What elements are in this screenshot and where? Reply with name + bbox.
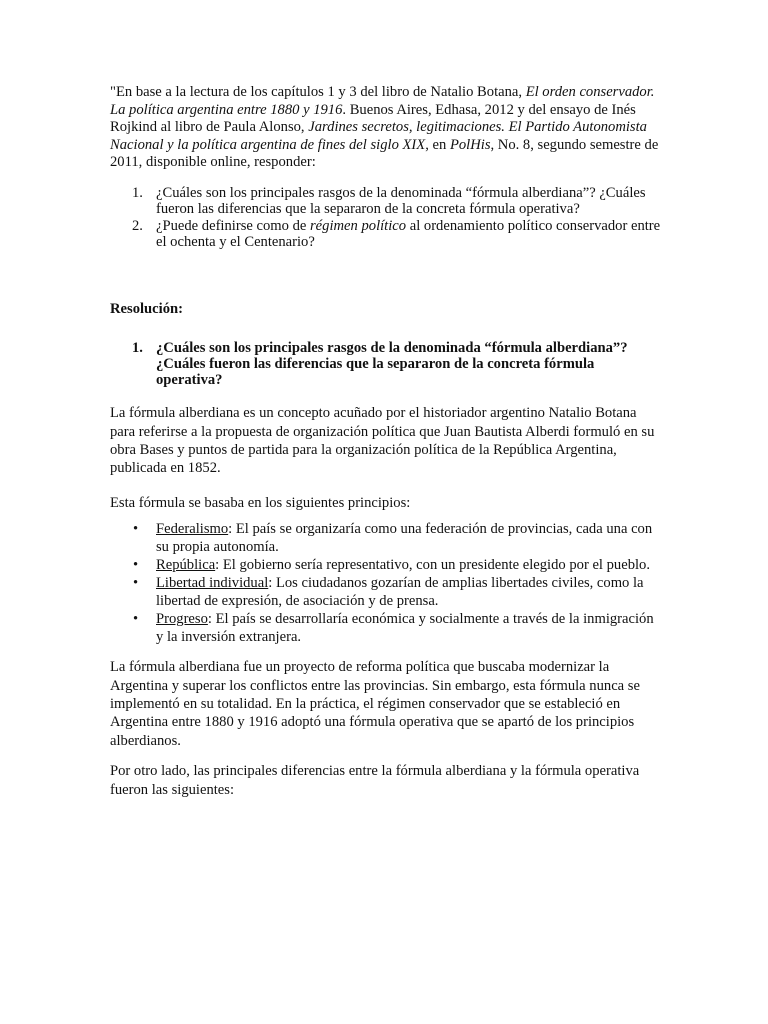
paragraph-differences-intro: Por otro lado, las principales diferencias entre la fórmula alberdiana y la fórmula operativa fueron las siguientes:: [110, 763, 640, 798]
book-title: El orden conservador. La política argentina entre 1880 y 1916: [110, 84, 655, 118]
principle-description: : El gobierno sería representativo, con un presidente elegido por el pueblo.: [215, 557, 651, 574]
question-emphasis: régimen político: [310, 217, 407, 234]
question-text: ¿Cuáles son los principales rasgos de la denominada “fórmula alberdiana”? ¿Cuáles fueron las diferencias que la separaron de la concreta fórmula operativa?: [156, 184, 646, 218]
principle-item: [110, 556, 662, 574]
document-page: [110, 84, 662, 799]
essay-title: Jardines secretos, legitimaciones. El Partido Autonomista Nacional y la política argentina de fines del siglo XIX: [110, 119, 647, 153]
principle-description: : El país se organizaría como una federación de provincias, cada una con su propia autonomía.: [156, 521, 653, 556]
question-item: [110, 185, 662, 218]
principle-item: [110, 520, 662, 556]
principle-term: Libertad individual: [156, 575, 269, 592]
principle-description: : Los ciudadanos gozarían de amplias libertades civiles, como la libertad de expresión, de asociación y de prensa.: [156, 575, 644, 610]
resolution-question-list: [110, 340, 662, 389]
principle-term: República: [156, 557, 216, 574]
resolution-heading: Resolución:: [110, 300, 183, 317]
paragraph-definition: La fórmula alberdiana es un concepto acuñado por el historiador argentino Natalio Botana para referirse a la propuesta de organización política que Juan Bautista Alberdi formuló en su obra Bases y puntos de partida para la organización política de la República Argentina, publicada en 1852.: [110, 405, 655, 477]
prompt-text-4: , No. 8, segundo semestre de 2011, disponible online, responder:: [110, 136, 659, 171]
bullet-icon: •: [133, 575, 139, 592]
principle-term: Federalismo: [156, 521, 229, 538]
resolution-question-text: ¿Cuáles son los principales rasgos de la denominada “fórmula alberdiana”? ¿Cuáles fueron las diferencias que la separaron de la concreta fórmula operativa?: [156, 339, 628, 388]
principles-list: [110, 520, 662, 646]
resolution-question-number: 1.: [132, 339, 143, 356]
question-text-post: al ordenamiento político conservador entre el ochenta y el Centenario?: [156, 217, 661, 251]
bullet-icon: •: [133, 521, 139, 538]
journal-name: PolHis: [449, 136, 491, 153]
prompt-text-2: . Buenos Aires, Edhasa, 2012 y del ensayo de Inés Rojkind al libro de Paula Alonso,: [110, 101, 636, 136]
prompt-text-3: , en: [425, 136, 450, 153]
bullet-icon: •: [133, 611, 139, 628]
question-number: 2.: [132, 217, 143, 234]
assignment-prompt: [110, 84, 662, 172]
question-text-pre: ¿Puede definirse como de: [156, 217, 310, 234]
resolution-question-item: [110, 340, 662, 389]
principle-term: Progreso: [156, 611, 208, 628]
question-list: [110, 185, 662, 251]
question-item: [110, 218, 662, 251]
principle-description: : El país se desarrollaría económica y socialmente a través de la inmigración y la inversión extranjera.: [156, 611, 654, 646]
paragraph-reform: La fórmula alberdiana fue un proyecto de reforma política que buscaba modernizar la Argentina y superar los conflictos entre las provincias. Sin embargo, esta fórmula nunca se implementó en su totalidad. En la práctica, el régimen conservador que se estableció en Argentina entre 1880 y 1916 adoptó una fórmula operativa que se apartó de los principios alberdianos.: [110, 659, 640, 749]
paragraph-principles-intro: Esta fórmula se basaba en los siguientes principios:: [110, 494, 411, 511]
principle-item: [110, 610, 662, 646]
bullet-icon: •: [133, 557, 139, 574]
prompt-text-1: "En base a la lectura de los capítulos 1 y 3 del libro de Natalio Botana,: [110, 84, 526, 100]
principle-item: [110, 574, 662, 610]
question-number: 1.: [132, 184, 143, 201]
